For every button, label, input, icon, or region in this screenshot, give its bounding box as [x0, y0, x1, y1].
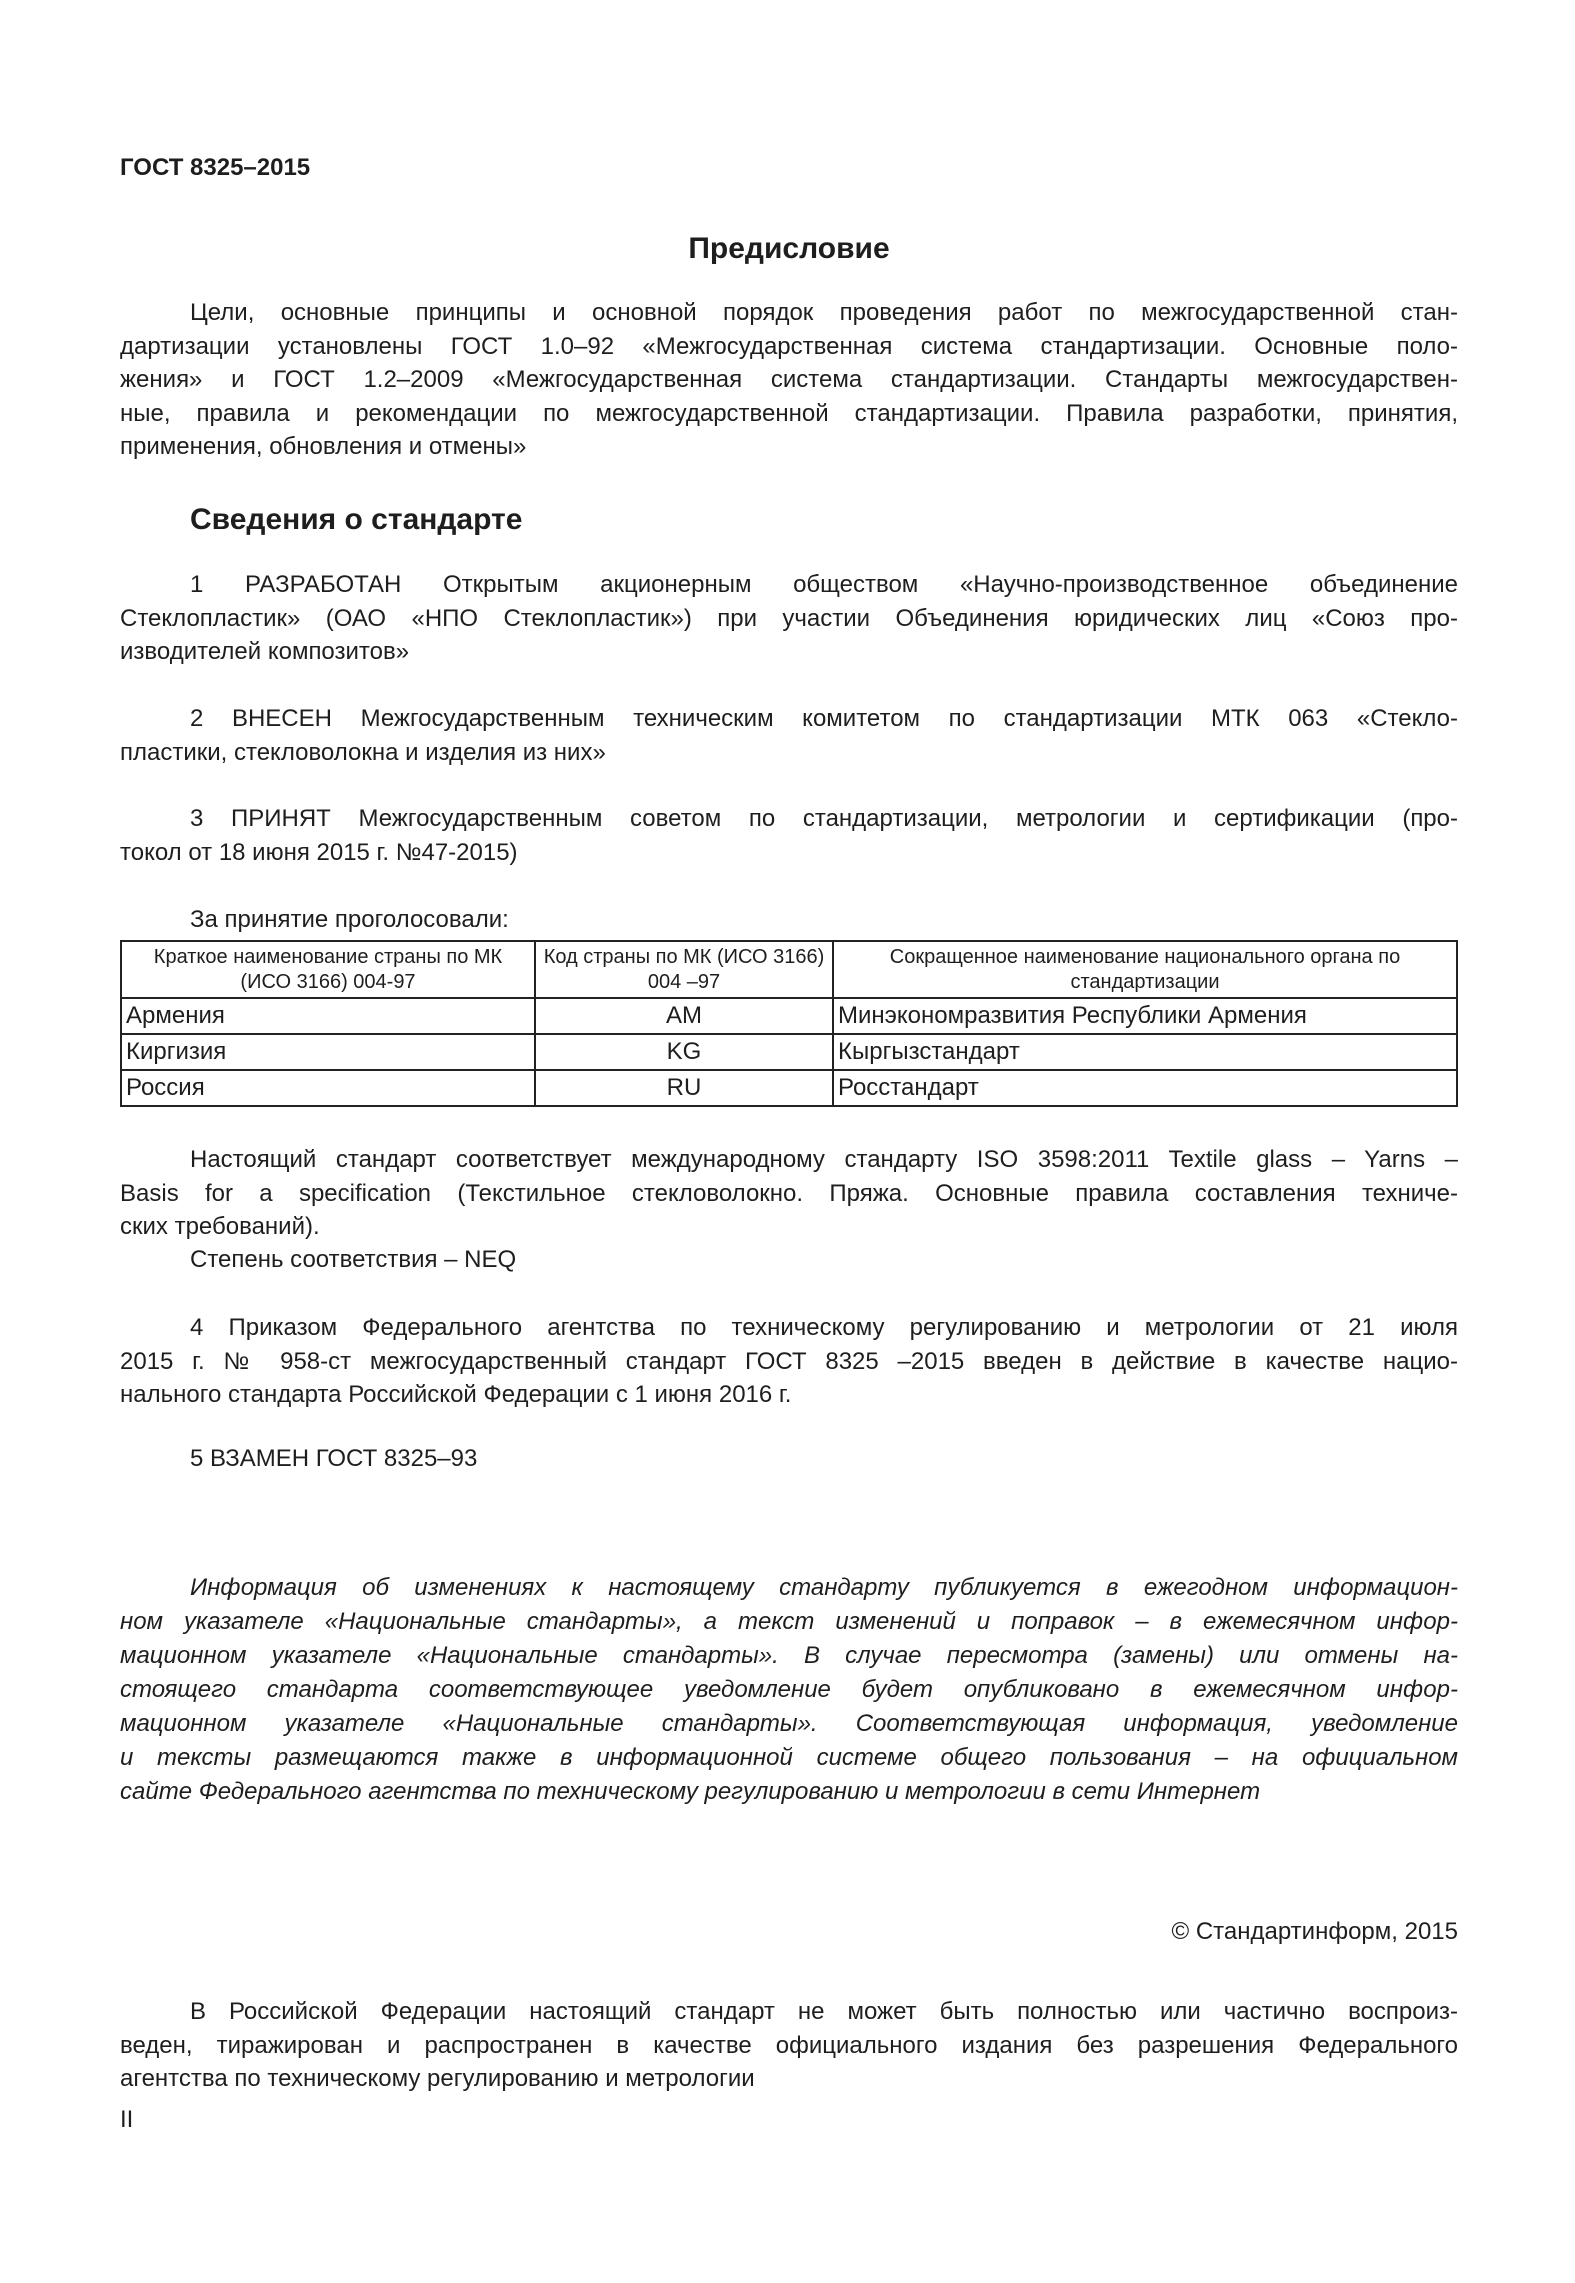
column-header-body: Сокращенное наименование национального органа по стандартизации [833, 941, 1457, 998]
cell-country: Армения [121, 998, 535, 1034]
text-line: 3 ПРИНЯТ Межгосударственным советом по стандартизации, метрологии и сертификации (про- [190, 805, 1458, 832]
text-line: мационном указателе «Национальные стандарты». Соответствующая информация, уведомление [120, 1710, 1458, 1737]
item-2-submitted [120, 702, 1458, 769]
text-line: 2015 г. № 958-ст межгосударственный стандарт ГОСТ 8325 –2015 введен в действие в качестве нацио- [120, 1347, 1458, 1375]
text-line: веден, тиражирован и распространен в качестве официального издания без разрешения Федерального [120, 2031, 1458, 2059]
text-line: агентства по техническому регулированию и метрологии [120, 2065, 755, 2092]
text-line: жения» и ГОСТ 1.2–2009 «Межгосударственная система стандартизации. Стандарты межгосударствен- [120, 366, 1458, 393]
item-4-order [120, 1311, 1458, 1412]
text-line: 2 ВНЕСЕН Межгосударственным техническим комитетом по стандартизации МТК 063 «Стекло- [190, 705, 1458, 732]
cell-code: AM [535, 998, 833, 1034]
copyright: © Стандартинформ, 2015 [1171, 1918, 1458, 1945]
text-line: Basis for a specification (Текстильное стекловолокно. Пряжа. Основные правила составления техниче- [120, 1179, 1458, 1207]
text-line: изводителей композитов» [120, 638, 410, 665]
text-line: Информация об изменениях к настоящему стандарту публикуется в ежегодном информацион- [190, 1574, 1458, 1601]
text-line: ном указателе «Национальные стандарты», а текст изменений и поправок – в ежемесячном инфор- [120, 1608, 1458, 1635]
table-row [121, 1070, 1457, 1106]
cell-code: RU [535, 1070, 833, 1106]
voting-table [120, 940, 1458, 1107]
column-header-country: Краткое наименование страны по МК (ИСО 3166) 004-97 [121, 941, 535, 998]
text-line: Настоящий стандарт соответствует международному стандарту ISO 3598:2011 Textile glass – Yarns – [190, 1146, 1458, 1173]
cell-code: KG [535, 1034, 833, 1070]
reproduction-rights [120, 1995, 1458, 2096]
text-line: токол от 18 июня 2015 г. №47-2015) [120, 838, 518, 866]
document-header: ГОСТ 8325–2015 [120, 154, 311, 181]
cell-body: Минэкономразвития Республики Армения [833, 998, 1457, 1034]
text-line: и тексты размещаются также в информационной системе общего пользования – на официальном [120, 1744, 1458, 1771]
text-line: сайте Федерального агентства по техническому регулированию и метрологии в сети Интернет [120, 1778, 1261, 1805]
item-3-adopted [120, 802, 1458, 869]
cell-body: Кыргызстандарт [833, 1034, 1457, 1070]
cell-country: Киргизия [121, 1034, 535, 1070]
conformity-paragraph [120, 1143, 1458, 1244]
text-line: нального стандарта Российской Федерации с 1 июня 2016 г. [120, 1381, 792, 1408]
amendments-notice [120, 1571, 1458, 1809]
text-line: 1 РАЗРАБОТАН Открытым акционерным обществом «Научно-производственное объединение [190, 571, 1458, 598]
page-number: II [120, 2106, 134, 2133]
text-line: ные, правила и рекомендации по межгосударственной стандартизации. Правила разработки, принятия, [120, 399, 1458, 427]
text-line: ских требований). [120, 1213, 320, 1240]
text-line: Цели, основные принципы и основной порядок проведения работ по межгосударственной стан- [190, 299, 1458, 326]
table-header-row [121, 941, 1457, 998]
standard-info-title: Сведения о стандарте [190, 503, 523, 536]
text-line: 4 Приказом Федерального агентства по техническому регулированию и метрологии от 21 июля [190, 1314, 1458, 1341]
text-line: В Российской Федерации настоящий стандарт не может быть полностью или частично воспроиз- [190, 1998, 1458, 2025]
table-row [121, 1034, 1457, 1070]
text-line: Стеклопластик» (ОАО «НПО Стеклопластик») при участии Объединения юридических лиц «Союз про- [120, 604, 1458, 632]
cell-body: Росстандарт [833, 1070, 1457, 1106]
foreword-paragraph [120, 296, 1458, 464]
text-line: мационном указателе «Национальные стандарты». В случае пересмотра (замены) или отмены на- [120, 1642, 1458, 1669]
text-line: применения, обновления и отмены» [120, 433, 527, 460]
text-line: стоящего стандарта соответствующее уведомление будет опубликовано в ежемесячном инфор- [120, 1676, 1458, 1703]
text-line: пластики, стекловолокна и изделия из них» [120, 738, 606, 766]
column-header-code: Код страны по МК (ИСО 3166) 004 –97 [535, 941, 833, 998]
foreword-title: Предисловие [688, 232, 890, 265]
item-5-replaces: 5 ВЗАМЕН ГОСТ 8325–93 [190, 1445, 478, 1472]
conformity-degree: Степень соответствия – NEQ [190, 1246, 517, 1273]
table-row [121, 998, 1457, 1034]
item-1-developed [120, 568, 1458, 669]
cell-country: Россия [121, 1070, 535, 1106]
text-line: дартизации установлены ГОСТ 1.0–92 «Межгосударственная система стандартизации. Основные поло- [120, 332, 1458, 360]
voted-label: За принятие проголосовали: [190, 906, 509, 933]
